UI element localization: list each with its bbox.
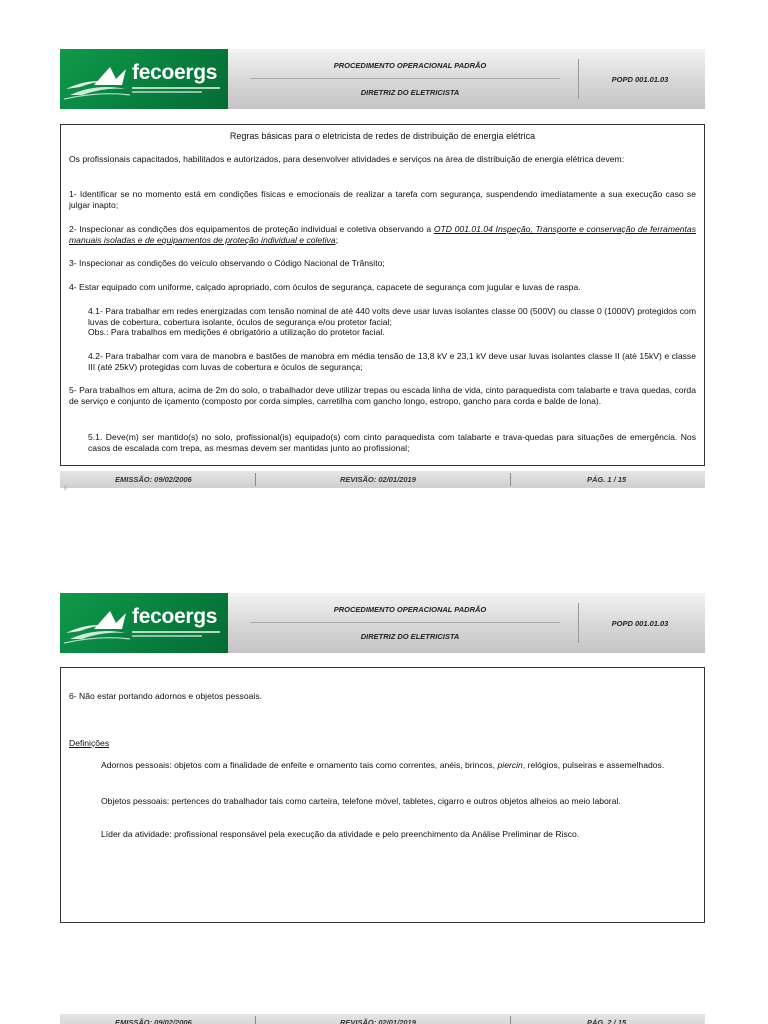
rule-item-2-end: ; (335, 234, 338, 245)
page-number: PÁG. 1 / 15 (587, 475, 627, 484)
rule-item-1: 1- Identificar se no momento está em condições físicas e emocionais de realizar a tarefa com segurança, suspendendo imediatamente a sua execução caso se julgar inapto; (69, 189, 696, 210)
logo-tagline-line (132, 635, 202, 637)
definitions-heading: Definições (69, 738, 110, 748)
rule-item-4-2: 4.2- Para trabalhar com vara de manobra e bastões de manobra em média tensão de 13,8 kV e 23,1 kV deve usar luvas isolantes classe II (até 15kV) e classe III (até 25kV) protegidas com luvas de cobertura e óculos de segurança; (88, 351, 696, 372)
header-divider (578, 59, 579, 99)
rule-item-2 (69, 224, 696, 245)
page-number: PÁG. 2 / 15 (587, 1018, 627, 1024)
definition-adornos-end: , relógios, pulseiras e assemelhados. (522, 760, 665, 770)
logo-tagline-line (132, 631, 220, 633)
stray-mark: ii (64, 486, 67, 492)
page1-content (60, 124, 705, 466)
document-code: POPD 001.01.03 (611, 619, 669, 628)
brand-name: fecoergs (132, 61, 218, 84)
revision-date: REVISÃO: 02/01/2019 (340, 475, 416, 484)
definition-objetos: Objetos pessoais: pertences do trabalhador tais como carteira, telefone móvel, tabletes, cigarro e outros objetos alheios ao meio laboral. (101, 796, 621, 806)
header-line1: PROCEDIMENTO OPERACIONAL PADRÃO (333, 61, 487, 70)
document-code: POPD 001.01.03 (611, 75, 669, 84)
section-title: Regras básicas para o eletricista de redes de distribuição de energia elétrica (229, 131, 536, 141)
rule-item-4-1-obs: Obs.: Para trabalhos em medições é obrigatório a utilização do protetor facial. (88, 327, 385, 337)
logo-tagline-line (132, 87, 220, 89)
page1-footer (60, 471, 705, 488)
definition-lider: Líder da atividade: profissional responsável pela execução da atividade e pelo preenchimento da Análise Preliminar de Risco. (101, 829, 580, 839)
header-line1: PROCEDIMENTO OPERACIONAL PADRÃO (333, 605, 487, 614)
page2-header (60, 593, 705, 653)
page2-footer (60, 1014, 705, 1024)
footer-divider (510, 473, 511, 486)
issue-date: EMISSÃO: 09/02/2006 (115, 1018, 192, 1024)
brand-name: fecoergs (132, 605, 218, 628)
rule-item-2-text: 2- Inspecionar as condições dos equipamentos de proteção individual e coletiva observando a (69, 224, 432, 234)
rule-item-4: 4- Estar equipado com uniforme, calçado apropriado, com óculos de segurança, capacete de segurança com jugular e luvas de raspa. (69, 282, 581, 292)
definition-adornos-text: Adornos pessoais: objetos com a finalidade de enfeite e ornamento tais como correntes, anéis, brincos, (101, 760, 496, 770)
header-line2: DIRETRIZ DO ELETRICISTA (360, 88, 460, 97)
header-divider (578, 603, 579, 643)
header-line2: DIRETRIZ DO ELETRICISTA (360, 632, 460, 641)
rule-item-3: 3- Inspecionar as condições do veículo observando o Código Nacional de Trânsito; (69, 258, 385, 268)
otd-reference-link[interactable]: OTD 001.01.04 Inspeção, Transporte e conservação de ferramentas manuais isoladas e de equipamentos de proteção individual e coletiva (69, 224, 697, 245)
rule-item-5: 5- Para trabalhos em altura, acima de 2m do solo, o trabalhador deve utilizar trepas ou escada linha de vida, cinto paraquedista com talabarte e trava quedas, corda de serviço e conjunto de içamento (composto por corda simples, carretilha com gancho longo, estropo, gancho para corda e balde de lona). (69, 385, 696, 406)
rule-item-6: 6- Não estar portando adornos e objetos pessoais. (69, 691, 263, 701)
footer-divider (255, 473, 256, 486)
logo-tagline-line (132, 91, 202, 93)
intro-paragraph: Os profissionais capacitados, habilitados e autorizados, para desenvolver atividades e serviços na área de distribuição de energia elétrica devem: (69, 154, 625, 164)
issue-date: EMISSÃO: 09/02/2006 (115, 475, 192, 484)
header-separator (250, 78, 560, 79)
page2-content (60, 667, 705, 923)
definition-adornos (101, 760, 696, 771)
header-separator (250, 622, 560, 623)
revision-date: REVISÃO: 02/01/2019 (340, 1018, 416, 1024)
rule-item-5-1: 5.1. Deve(m) ser mantido(s) no solo, profissional(is) equipado(s) com cinto paraquedista com talabarte e trava-quedas para situações de emergência. Nos casos de escalada com trepa, as mesmas devem ser mantidas junto ao profissional; (88, 432, 696, 453)
definition-adornos-italic: piercin (497, 760, 523, 770)
fecoergs-logo (60, 49, 228, 109)
rule-item-4-1: 4.1- Para trabalhar em redes energizadas com tensão nominal de até 440 volts deve usar luvas isolantes classe 00 (500V) ou classe 0 (1000V) protegidos com luvas de cobertura, cobertura isolante, óculos de segurança e/ou protetor facial; (88, 306, 696, 327)
page1-header (60, 49, 705, 109)
footer-divider (255, 1016, 256, 1024)
footer-divider (510, 1016, 511, 1024)
fecoergs-logo (60, 593, 228, 653)
